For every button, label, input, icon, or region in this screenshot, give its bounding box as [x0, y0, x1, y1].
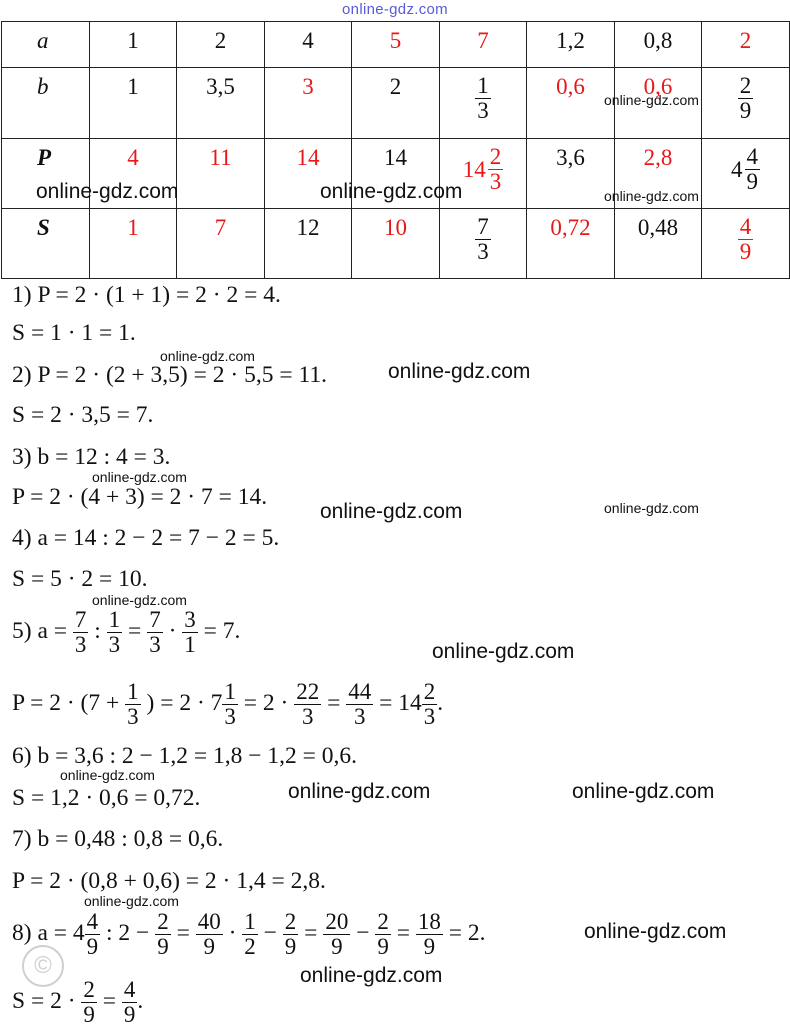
watermark: online-gdz.com	[288, 780, 431, 803]
fraction: $\frac{4}{9}$	[86, 909, 99, 960]
solution-line-5p: P = 2 · (7 + $\frac{1}{3}$ ) = 2 · 7 $\frac{1}{3}$ = 2 · $\frac{22}{3}$ = $\frac{44}{3}$ = 14 $\frac{2}{3}$ .	[12, 679, 444, 730]
fraction: $\frac{44}{3}$	[348, 679, 372, 730]
fraction: $\frac{4}{9}$	[746, 144, 758, 195]
cell: 1	[90, 68, 177, 139]
fraction: $\frac{1}{3}$	[127, 679, 139, 730]
solution-line-8a: 8) a = 4 $\frac{4}{9}$ : 2 − $\frac{2}{9}$ = $\frac{40}{9}$ · $\frac{1}{2}$ − $\frac{2}{9}$ = $\frac{20}{9}$ − $\frac{2}{9}$ = $\frac{18}{9}$ = 2.	[12, 909, 486, 960]
fraction: $\frac{2}{3}$	[423, 679, 436, 730]
watermark: online-gdz.com	[92, 469, 187, 485]
cell: 12	[265, 209, 352, 279]
fraction: $\frac{2}{3}$	[489, 144, 502, 195]
cell: 0,8	[615, 22, 702, 68]
cell: 2	[177, 22, 265, 68]
fraction: $\frac{1}{3}$	[477, 73, 489, 124]
cell: 0,48	[615, 209, 702, 279]
fraction: $\frac{1}{2}$	[244, 909, 256, 960]
cell-fraction	[440, 209, 527, 279]
cell: 1,2	[527, 22, 615, 68]
cell-answer: 7	[440, 22, 527, 68]
table-row-a	[2, 22, 790, 68]
solution-line: S = 2 · 3,5 = 7.	[12, 402, 154, 428]
row-header-p: P	[2, 139, 90, 209]
solution-line: S = 5 · 2 = 10.	[12, 566, 148, 592]
watermark: online-gdz.com	[160, 348, 255, 364]
cell: 2	[352, 68, 440, 139]
fraction: $\frac{2}{9}$	[739, 73, 752, 124]
watermark: online-gdz.com	[388, 360, 531, 383]
cell-answer: 0,6	[527, 68, 615, 139]
solution-line: 1) P = 2 · (1 + 1) = 2 · 2 = 4.	[12, 282, 281, 308]
fraction: $\frac{4}{9}$	[123, 977, 136, 1028]
fraction: $\frac{7}{3}$	[74, 607, 87, 658]
solution-line: 2) P = 2 · (2 + 3,5) = 2 · 5,5 = 11.	[12, 362, 327, 388]
solution-line: 7) b = 0,48 : 0,8 = 0,6.	[12, 826, 224, 852]
watermark: online-gdz.com	[36, 180, 179, 203]
cell-answer: 4	[90, 139, 177, 209]
row-header-a: a	[2, 22, 90, 68]
values-table	[1, 21, 790, 279]
watermark: online-gdz.com	[320, 500, 463, 523]
fraction: $\frac{2}{9}$	[83, 977, 95, 1028]
watermark: online-gdz.com	[604, 92, 699, 108]
fraction: $\frac{18}{9}$	[417, 909, 441, 960]
row-header-s: S	[2, 209, 90, 279]
copyright-icon: ©	[22, 945, 64, 987]
cell-answer-mixed: 14 $\frac{2}{3}$	[440, 139, 527, 209]
top-watermark: online-gdz.com	[342, 1, 448, 18]
solution-line: 6) b = 3,6 : 2 − 1,2 = 1,8 − 1,2 = 0,6.	[12, 743, 357, 769]
cell: 3,5	[177, 68, 265, 139]
table-row-s	[2, 209, 790, 279]
cell: 4	[265, 22, 352, 68]
watermark: online-gdz.com	[604, 500, 699, 516]
solution-line: 4) a = 14 : 2 − 2 = 7 − 2 = 5.	[12, 525, 280, 551]
fraction: $\frac{4}{9}$	[739, 214, 752, 265]
fraction: $\frac{20}{9}$	[325, 909, 349, 960]
cell-answer: 7	[177, 209, 265, 279]
cell-answer: 5	[352, 22, 440, 68]
cell-answer: 1	[90, 209, 177, 279]
solution-line-5a: 5) a = $\frac{7}{3}$ : $\frac{1}{3}$ = $\frac{7}{3}$ · $\frac{3}{1}$ = 7.	[12, 607, 241, 658]
solution-line: 3) b = 12 : 4 = 3.	[12, 444, 171, 470]
cell: 14	[352, 139, 440, 209]
watermark: online-gdz.com	[604, 188, 699, 204]
watermark: online-gdz.com	[92, 592, 187, 608]
cell: 1	[90, 22, 177, 68]
cell-answer: 10	[352, 209, 440, 279]
watermark: online-gdz.com	[320, 180, 463, 203]
cell-answer-fraction	[702, 209, 790, 279]
fraction: $\frac{22}{3}$	[296, 679, 320, 730]
fraction: $\frac{2}{9}$	[157, 909, 169, 960]
cell-answer: 3	[265, 68, 352, 139]
cell-answer: 11	[177, 139, 265, 209]
fraction: $\frac{1}{3}$	[224, 679, 236, 730]
cell-answer: 14	[265, 139, 352, 209]
watermark: online-gdz.com	[572, 780, 715, 803]
cell-answer: 2,8	[615, 139, 702, 209]
solution-line: S = 1,2 · 0,6 = 0,72.	[12, 785, 201, 811]
cell-fraction	[702, 68, 790, 139]
cell: 3,6	[527, 139, 615, 209]
cell-answer: 2	[702, 22, 790, 68]
watermark: online-gdz.com	[300, 964, 443, 987]
cell-fraction	[440, 68, 527, 139]
watermark: online-gdz.com	[584, 920, 727, 943]
cell-answer: 0,6	[615, 68, 702, 139]
solution-line: P = 2 · (4 + 3) = 2 · 7 = 14.	[12, 484, 268, 510]
row-header-b: b	[2, 68, 90, 139]
solution-line: S = 1 · 1 = 1.	[12, 320, 136, 346]
fraction: $\frac{7}{3}$	[477, 214, 489, 265]
cell-mixed: 4 $\frac{4}{9}$	[702, 139, 790, 209]
solution-line-8s: S = 2 · $\frac{2}{9}$ = $\frac{4}{9}$ .	[12, 977, 144, 1028]
fraction: $\frac{2}{9}$	[284, 909, 297, 960]
watermark: online-gdz.com	[432, 640, 575, 663]
watermark: online-gdz.com	[84, 893, 179, 909]
cell-answer: 0,72	[527, 209, 615, 279]
fraction: $\frac{40}{9}$	[197, 909, 221, 960]
fraction: $\frac{2}{9}$	[377, 909, 389, 960]
watermark: online-gdz.com	[60, 767, 155, 783]
fraction: $\frac{1}{3}$	[108, 607, 121, 658]
fraction: $\frac{7}{3}$	[149, 607, 161, 658]
fraction: $\frac{3}{1}$	[184, 607, 196, 658]
solution-line: P = 2 · (0,8 + 0,6) = 2 · 1,4 = 2,8.	[12, 868, 326, 894]
